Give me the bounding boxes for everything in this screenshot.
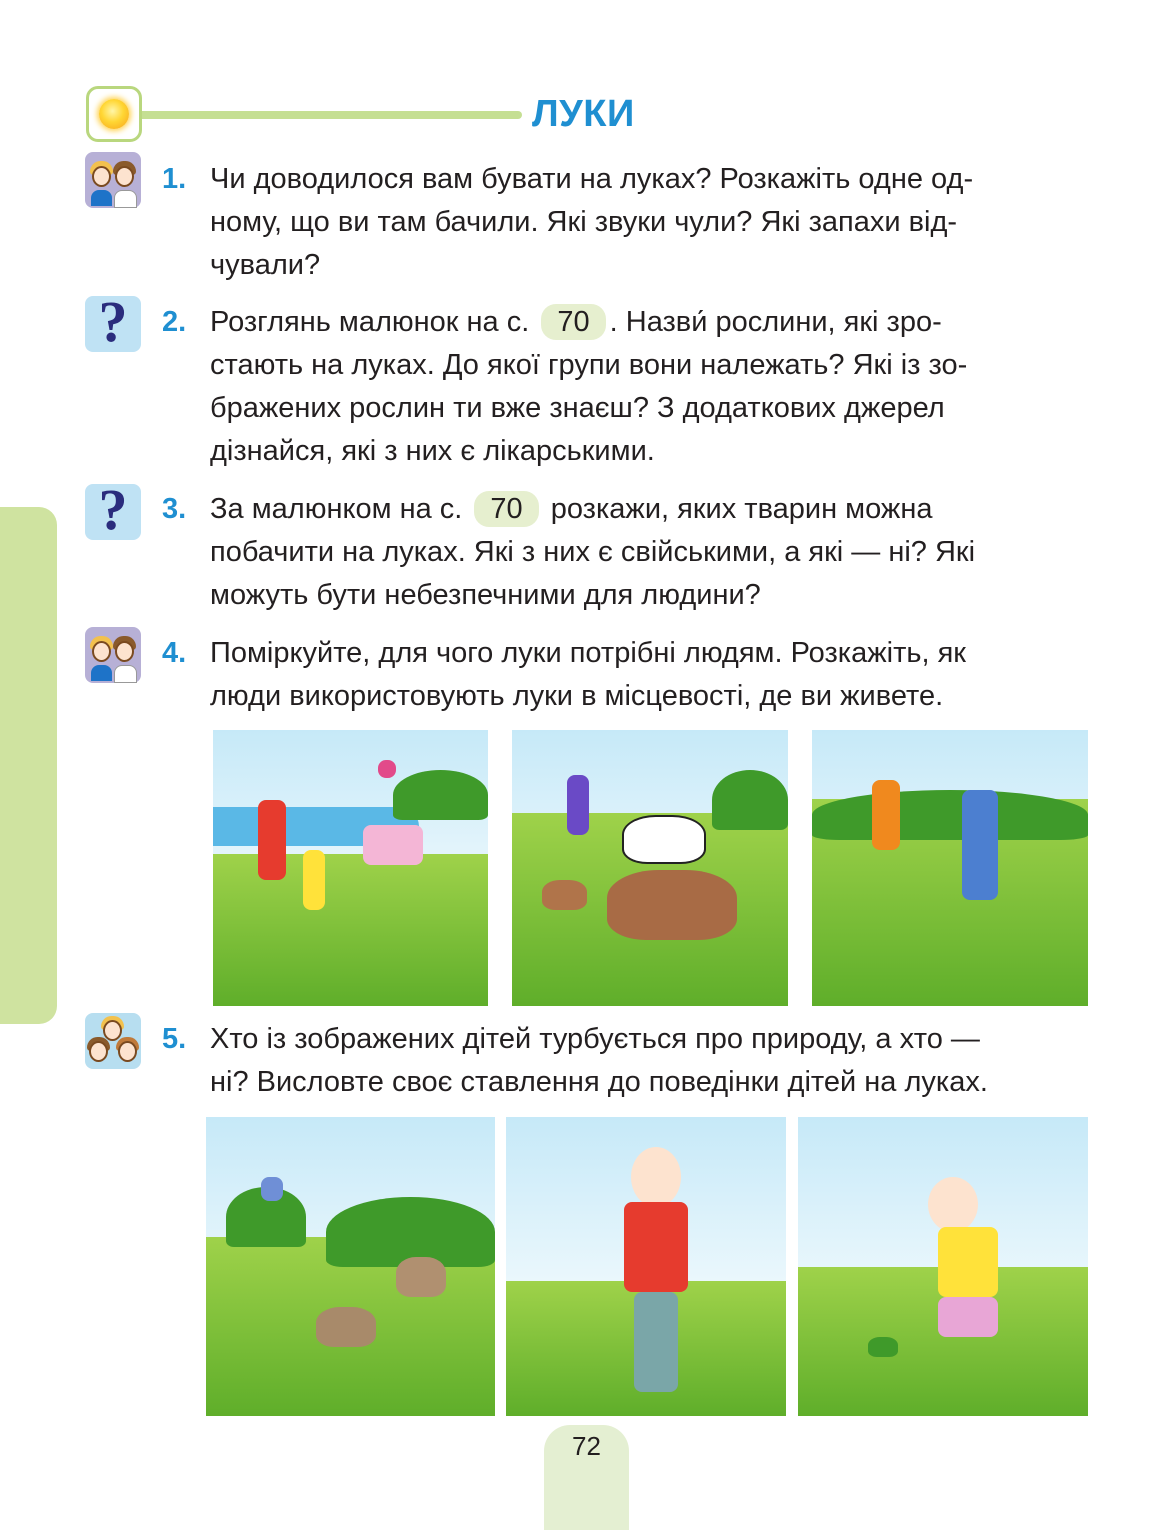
task-5 [162,1018,1087,1104]
side-tab [0,507,57,1024]
page-number: 72 [572,1431,601,1461]
task-number: 5. [162,1023,187,1055]
task-3 [162,488,1087,617]
header-rule [142,111,522,119]
illustration-boy-with-birds [206,1117,495,1416]
illustration-cattle-grazing [512,730,788,1006]
pair-work-icon [85,152,141,208]
task-text: . Назви́ рослини, які зро- [609,306,942,338]
question-icon: ? [85,296,141,352]
illustration-boy-picking-flowers [506,1117,786,1416]
task-text-line: Хто із зображених дітей турбується про природу, а хто — [210,1023,980,1055]
task-text-line: побачити на луках. Які з них є свійськими, а які — ні? Які [210,536,976,568]
illustration-girl-with-frog [798,1117,1088,1416]
page-number-tab [544,1425,629,1530]
task-number: 3. [162,493,187,525]
page-reference[interactable]: 70 [474,491,538,527]
task-text: За малюнком на с. [210,493,463,525]
task-text-line: можуть бути небезпечними для людини? [210,579,761,611]
page-reference[interactable]: 70 [541,304,605,340]
task-text: розкажи, яких тварин можна [550,493,933,525]
task-text: Розглянь малюнок на с. [210,306,530,338]
pair-work-icon [85,627,141,683]
task-text-line: стають на луках. До якої групи вони належать? Які із зо- [210,349,968,381]
group-work-icon [85,1013,141,1069]
task-4 [162,632,1087,718]
task-1 [162,158,1087,287]
task-text-line: дізнайся, які з них є лікарськими. [210,435,655,467]
page-title: ЛУКИ [532,93,635,135]
task-text-line: Чи доводилося вам бувати на луках? Розкажіть одне од- [210,163,974,195]
task-text-line: люди використовують луки в місцевості, де ви живете. [210,680,944,712]
task-text-line: ному, що ви там бачили. Які звуки чули? Які запахи від- [210,206,958,238]
task-number: 4. [162,637,187,669]
illustration-haymaking [812,730,1088,1006]
sun-icon [99,99,129,129]
task-text-line: Поміркуйте, для чого луки потрібні людям. Розкажіть, як [210,637,966,669]
task-2 [162,301,1087,473]
task-text-line: ні? Висловте своє ставлення до поведінки дітей на луках. [210,1066,988,1098]
task-number: 1. [162,163,187,195]
header-icon-frame [86,86,142,142]
task-text-line: бражених рослин ти вже знаєш? З додаткових джерел [210,392,945,424]
task-text-line: чували? [210,249,321,281]
question-icon: ? [85,484,141,540]
task-number: 2. [162,306,187,338]
illustration-family-picnic [213,730,488,1006]
